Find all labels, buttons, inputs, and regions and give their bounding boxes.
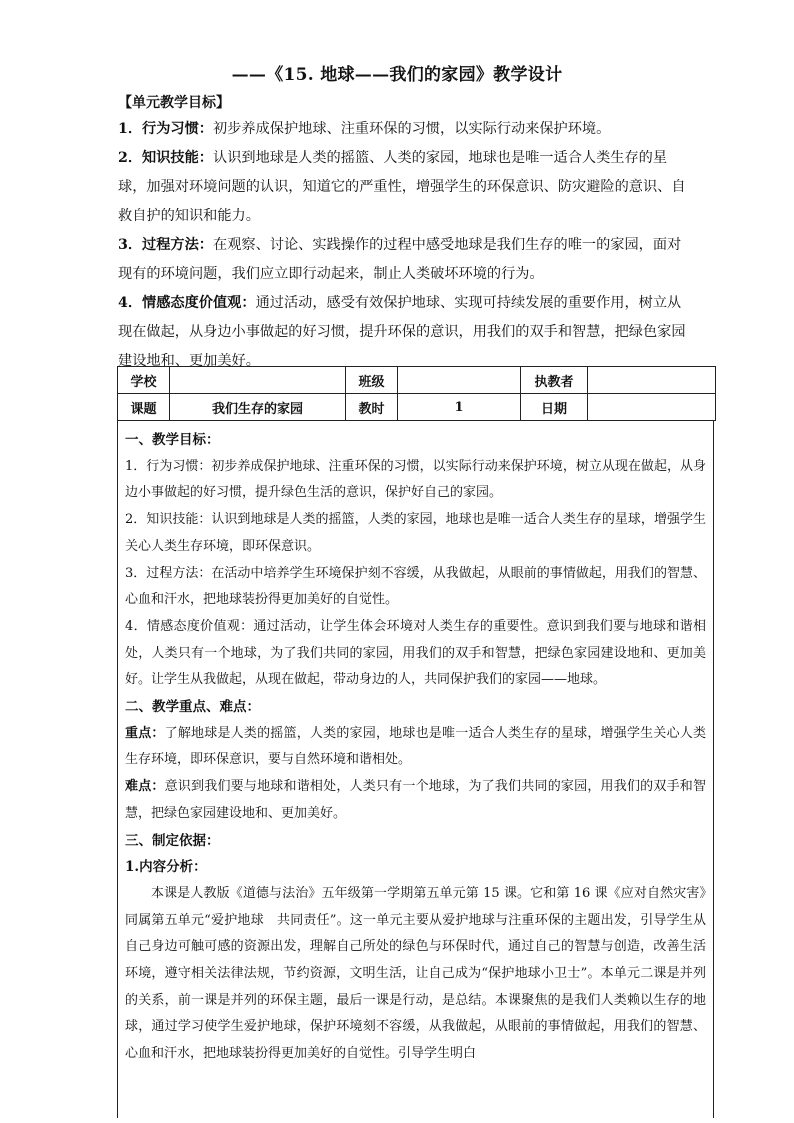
topic-value: 我们生存的家园 [170,394,346,421]
section-2-heading: 二、教学重点、难点： [125,699,260,716]
unit-goal-4-label: 4．情感态度价值观： [118,295,256,311]
lesson-content-box [117,420,714,1118]
teacher-label: 执教者 [521,367,588,394]
difficult-point [125,774,706,827]
content-analysis-heading: 1.内容分析： [125,859,207,876]
date-label: 日期 [521,394,588,421]
teacher-value [588,367,716,394]
unit-goal-3-label: 3．过程方法： [118,237,213,253]
hours-label: 教时 [346,394,398,421]
unit-goal-3 [118,231,688,289]
content-analysis-text: 本课是人教版《道德与法治》五年级第一学期第五单元第 15 课。它和第 16 课《应对自然灾害》同属第五单元“爱护地球 共同责任”。这一单元主要从爱护地球与注重环保的主题出发，引导学生从自己身边可触可感的资源出发，理解自己所处的绿色与环保时代，通过自己的智慧与创造，改善生活环境，遵守相关法律法规，节约资源，文明生活，让自己成为“保护地球小卫士”。本单元二课是并列的关系，前一课是并列的环保主题，最后一课是行动，是总结。本课聚焦的是我们人类赖以生存的地球，通过学习使学生爱护地球，保护环境刻不容缓，从我做起，从眼前的事情做起，用我们的智慧、心血和汗水，把地球装扮得更加美好的自觉性。引导学生明白 [125,885,706,1062]
section-1-item-4: 4．情感态度价值观：通过活动，让学生体会环境对人类生存的重要性。意识到我们要与地球和谐相处，人类只有一个地球，为了我们共同的家园，用我们的双手和智慧，把绿色家园建设地和、更加美好。让学生从我做起，从现在做起，带动身边的人，共同保护我们的家园——地球。 [125,618,706,688]
section-1-item-2: 2．知识技能：认识到地球是人类的摇篮，人类的家园，地球也是唯一适合人类生存的星球，增强学生关心人类生存环境，即环保意识。 [125,512,706,554]
unit-goal-4-text: 通过活动，感受有效保护地球、实现可持续发展的重要作用，树立从现在做起，从身边小事做起的好习惯，提升环保的意识，用我们的双手和智慧，把绿色家园建设地和、更加美好。 [118,295,686,369]
difficult-point-text: 意识到我们要与地球和谐相处，人类只有一个地球，为了我们共同的家园，用我们的双手和智慧，把绿色家园建设地和、更加美好。 [125,779,706,821]
section-1-item-1: 1．行为习惯：初步养成保护地球、注重环保的习惯，以实际行动来保护环境，树立从现在做起，从身边小事做起的好习惯，提升绿色生活的意识，保护好自己的家园。 [125,458,706,501]
unit-goal-2-label: 2．知识技能： [118,150,213,166]
unit-goal-3-text: 在观察、讨论、实践操作的过程中感受地球是我们生存的唯一的家园，面对现有的环境问题，我们应立即行动起来，制止人类破坏环境的行为。 [118,237,682,282]
unit-goals-heading: 【单元教学目标】 [118,95,230,111]
school-value [170,367,346,394]
key-point-label: 重点： [125,725,165,741]
unit-goal-1 [118,115,688,144]
unit-goal-1-label: 1．行为习惯： [118,121,213,137]
lesson-info-table [117,366,716,421]
unit-goal-4 [118,289,688,376]
unit-goal-2-text: 认识到地球是人类的摇篮、人类的家园，地球也是唯一适合人类生存的星球，加强对环境问题的认识，知道它的严重性，增强学生的环保意识、防灾避险的意识、自救自护的知识和能力。 [118,150,686,224]
class-label: 班级 [346,367,398,394]
section-3-heading: 三、制定依据： [125,832,220,849]
key-point-text: 了解地球是人类的摇篮，人类的家园，地球也是唯一适合人类生存的星球，增强学生关心人类生存环境，即环保意识，要与自然环境和谐相处。 [125,725,706,768]
hours-value: 1 [398,394,521,421]
unit-goal-1-text: 初步养成保护地球、注重环保的习惯，以实际行动来保护环境。 [213,121,611,137]
document-title: ——《15. 地球——我们的家园》教学设计 [231,65,563,85]
class-value [398,367,521,394]
section-1-item-3: 3．过程方法：在活动中培养学生环境保护刻不容缓，从我做起，从眼前的事情做起，用我们的智慧、心血和汗水，把地球装扮得更加美好的自觉性。 [125,565,706,608]
key-point [125,721,706,774]
unit-goal-2 [118,144,688,231]
school-label: 学校 [118,367,170,394]
date-value [588,394,716,421]
difficult-point-label: 难点： [125,779,165,795]
section-1-heading: 一、教学目标： [125,432,220,448]
topic-label: 课题 [118,394,170,421]
